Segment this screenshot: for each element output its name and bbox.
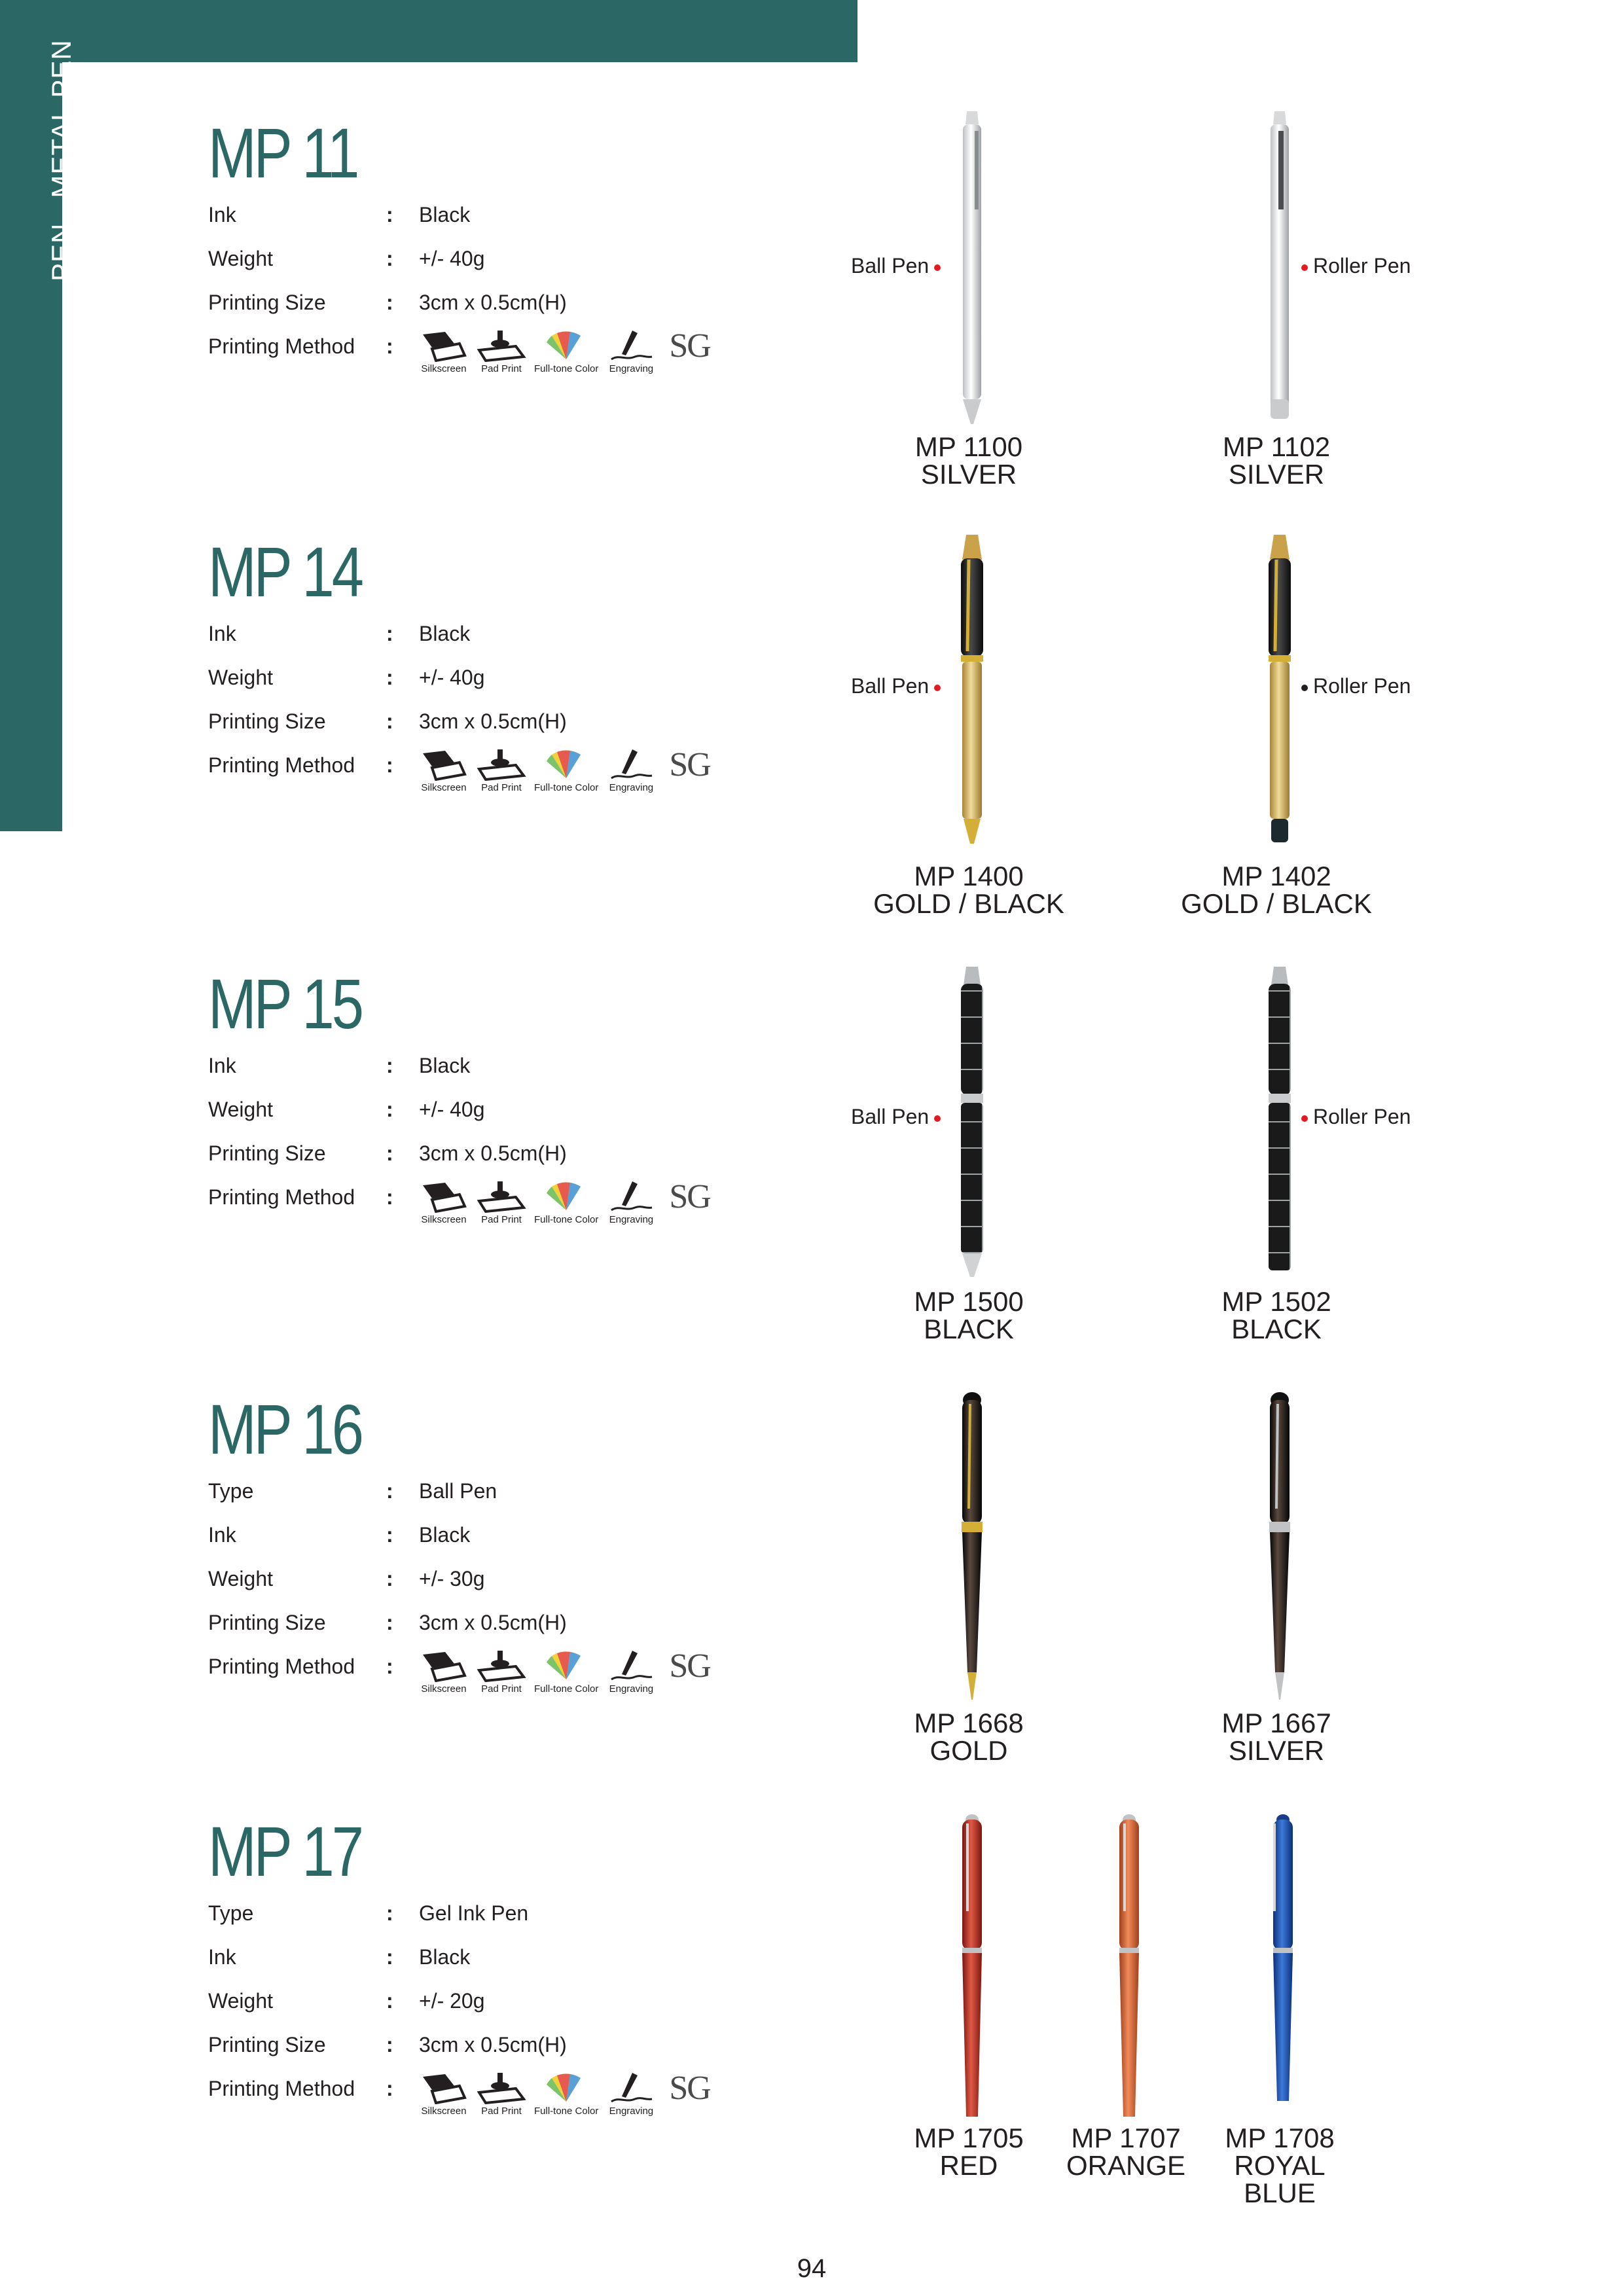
method-label: Full-tone Color (534, 1683, 599, 1695)
product-section-mp15 (208, 964, 863, 1229)
product-section-mp16 (208, 1390, 863, 1698)
spec-row-weight (208, 247, 863, 291)
pen-code: MP 1707 (1071, 2123, 1181, 2153)
method-label: Engraving (609, 363, 654, 374)
method-label: Engraving (609, 1214, 654, 1225)
spec-colon: : (386, 291, 393, 314)
pen-image-mp1667 (1257, 1391, 1303, 1705)
printing-method-icons (419, 2072, 710, 2117)
engraving-method (606, 748, 656, 793)
spec-row-type (208, 1479, 863, 1523)
spec-value: Ball Pen (419, 1479, 497, 1503)
category-label: PEN . METAL PEN (46, 39, 77, 281)
pen-image-mp1400 (949, 533, 995, 848)
pen-caption-mp1400 (851, 863, 1087, 918)
spec-label: Type (208, 1901, 254, 1925)
engraving-method (606, 1180, 656, 1225)
spec-row-weight (208, 1098, 863, 1141)
spec-label: Weight (208, 1098, 274, 1121)
pen-code: MP 1667 (1221, 1708, 1331, 1738)
spec-value: 3cm x 0.5cm(H) (419, 1611, 567, 1634)
spec-colon: : (386, 1655, 393, 1678)
sg-mark: SG (669, 1178, 710, 1215)
roller-pen-tag (1296, 1105, 1411, 1129)
silkscreen-method (419, 748, 469, 793)
pen-code: MP 1668 (914, 1708, 1024, 1738)
sg-mark: SG (669, 746, 710, 783)
spec-row-printing-size (208, 2033, 863, 2077)
model-title: MP 15 (208, 964, 361, 1043)
spec-label: Printing Size (208, 709, 326, 733)
pen-color: GOLD / BLACK (873, 888, 1064, 919)
pen-image-mp1708 (1260, 1813, 1306, 2121)
spec-label: Weight (208, 1567, 274, 1590)
spec-colon: : (386, 1989, 393, 2013)
spec-label: Printing Method (208, 753, 355, 777)
spec-value: +/- 20g (419, 1989, 485, 2013)
sg-mark: SG (669, 1647, 710, 1685)
silkscreen-icon (419, 1180, 469, 1213)
spec-row-printing-size (208, 291, 863, 334)
silkscreen-method (419, 2072, 469, 2117)
pen-color: SILVER (920, 459, 1017, 490)
engraving-icon (606, 748, 656, 781)
model-title: MP 16 (208, 1390, 361, 1469)
model-title: MP 17 (208, 1812, 361, 1891)
spec-label: Ink (208, 622, 236, 645)
pen-caption-mp1708 (1162, 2125, 1398, 2207)
pen-color: ORANGE (1066, 2150, 1186, 2181)
model-title: MP 14 (208, 532, 361, 611)
pen-caption-mp1668 (851, 1710, 1087, 1765)
pen-caption-mp1402 (1159, 863, 1394, 918)
spec-colon: : (386, 334, 393, 358)
spec-value: Black (419, 1054, 471, 1077)
silkscreen-method (419, 1649, 469, 1695)
top-header-bar (0, 0, 857, 62)
spec-label: Ink (208, 1523, 236, 1547)
spec-label: Printing Method (208, 1185, 355, 1209)
product-section-mp14 (208, 532, 863, 797)
spec-row-ink (208, 622, 863, 666)
spec-label: Printing Size (208, 1611, 326, 1634)
method-label: Silkscreen (421, 782, 467, 793)
ball-pen-tag (851, 674, 946, 698)
pad-print-icon (477, 329, 526, 362)
spec-value: +/- 40g (419, 1098, 485, 1121)
spec-colon: : (386, 1185, 393, 1209)
pen-color-line: BLUE (1244, 2178, 1316, 2208)
pen-caption-mp1667 (1159, 1710, 1394, 1765)
pen-code: MP 1705 (914, 2123, 1024, 2153)
pen-caption-mp1102 (1159, 433, 1394, 488)
method-label: Pad Print (481, 782, 522, 793)
spec-value: 3cm x 0.5cm(H) (419, 1141, 567, 1165)
pen-code: MP 1400 (914, 861, 1024, 891)
pad-print-icon (477, 1180, 526, 1213)
spec-value: +/- 40g (419, 666, 485, 689)
pen-image-mp1707 (1106, 1813, 1152, 2121)
spec-value: 3cm x 0.5cm(H) (419, 709, 567, 733)
silkscreen-method (419, 1180, 469, 1225)
pen-color: RED (939, 2150, 998, 2181)
pen-color: BLACK (1231, 1314, 1322, 1344)
silkscreen-icon (419, 748, 469, 781)
method-label: Engraving (609, 782, 654, 793)
pad-print-icon (477, 1649, 526, 1682)
spec-label: Ink (208, 203, 236, 226)
spec-row-printing-method (208, 1178, 863, 1229)
bullet-dot (934, 685, 941, 691)
spec-colon: : (386, 1479, 393, 1503)
spec-row-printing-method (208, 746, 863, 797)
pen-caption-mp1100 (851, 433, 1087, 488)
model-title: MP 11 (208, 113, 357, 192)
pen-image-mp1102 (1260, 111, 1299, 425)
spec-row-printing-size (208, 1611, 863, 1655)
engraving-icon (606, 329, 656, 362)
side-category-tab (0, 0, 77, 831)
spec-value: Black (419, 1523, 471, 1547)
pad-print-method (477, 2072, 526, 2117)
ball-pen-tag (851, 254, 946, 278)
pen-code: MP 1502 (1221, 1286, 1331, 1317)
tag-label: Ball Pen (851, 1105, 929, 1128)
spec-colon: : (386, 2077, 393, 2100)
spec-label: Printing Method (208, 2077, 355, 2100)
spec-row-printing-method (208, 2070, 863, 2121)
spec-row-ink (208, 1054, 863, 1098)
spec-colon: : (386, 1567, 393, 1590)
pen-color-line: ROYAL (1234, 2150, 1326, 2181)
pad-print-method (477, 1180, 526, 1225)
pen-color: GOLD (929, 1735, 1008, 1766)
pad-print-method (477, 329, 526, 374)
spec-row-printing-method (208, 327, 863, 378)
pen-color: SILVER (1228, 1735, 1325, 1766)
spec-colon: : (386, 1098, 393, 1121)
method-label: Engraving (609, 2106, 654, 2117)
pen-image-mp1500 (949, 965, 995, 1280)
roller-pen-tag (1296, 674, 1411, 698)
color-fan-icon (541, 1649, 591, 1682)
engraving-icon (606, 1180, 656, 1213)
method-label: Pad Print (481, 2106, 522, 2117)
spec-value: Black (419, 1945, 471, 1969)
printing-method-icons (419, 1180, 710, 1225)
pen-code: MP 1102 (1222, 431, 1331, 462)
method-label: Silkscreen (421, 2106, 467, 2117)
engraving-icon (606, 2072, 656, 2104)
spec-value: Black (419, 203, 471, 226)
spec-colon: : (386, 666, 393, 689)
tag-label: Ball Pen (851, 674, 929, 698)
spec-value: Gel Ink Pen (419, 1901, 529, 1925)
pad-print-icon (477, 748, 526, 781)
pen-color: GOLD / BLACK (1181, 888, 1372, 919)
color-fan-icon (541, 748, 591, 781)
spec-value: 3cm x 0.5cm(H) (419, 2033, 567, 2056)
spec-value: +/- 30g (419, 1567, 485, 1590)
pen-color: SILVER (1228, 459, 1325, 490)
spec-colon: : (386, 753, 393, 777)
spec-label: Printing Size (208, 291, 326, 314)
spec-colon: : (386, 1901, 393, 1925)
engraving-method (606, 2072, 656, 2117)
engraving-method (606, 329, 656, 374)
spec-row-ink (208, 1523, 863, 1567)
spec-label: Printing Method (208, 334, 355, 358)
color-fan-icon (541, 1180, 591, 1213)
spec-label: Printing Size (208, 2033, 326, 2056)
spec-row-ink (208, 203, 863, 247)
color-fan-icon (541, 329, 591, 362)
ball-pen-tag (851, 1105, 946, 1129)
pen-image-mp1668 (949, 1391, 995, 1705)
spec-colon: : (386, 1054, 393, 1077)
pen-color: BLACK (924, 1314, 1014, 1344)
tag-label: Roller Pen (1313, 1105, 1411, 1128)
pad-print-icon (477, 2072, 526, 2104)
sg-mark: SG (669, 2070, 710, 2107)
spec-row-printing-method (208, 1647, 863, 1698)
spec-row-type (208, 1901, 863, 1945)
spec-row-weight (208, 1567, 863, 1611)
spec-colon: : (386, 2033, 393, 2056)
spec-colon: : (386, 1523, 393, 1547)
pen-code: MP 1708 (1225, 2123, 1335, 2153)
spec-colon: : (386, 709, 393, 733)
product-section-mp17 (208, 1812, 863, 2121)
pen-image-mp1100 (952, 111, 992, 425)
spec-colon: : (386, 1611, 393, 1634)
spec-label: Printing Method (208, 1655, 355, 1678)
pen-code: MP 1100 (914, 431, 1023, 462)
pen-image-mp1705 (949, 1813, 995, 2121)
bullet-dot (1301, 685, 1308, 691)
pad-print-method (477, 1649, 526, 1695)
method-label: Silkscreen (421, 363, 467, 374)
product-section-mp11 (208, 113, 863, 378)
full-tone-color-method (534, 329, 598, 374)
roller-pen-tag (1296, 254, 1411, 278)
full-tone-color-method (534, 1649, 598, 1695)
tag-label: Roller Pen (1313, 254, 1411, 278)
spec-label: Weight (208, 247, 274, 270)
silkscreen-icon (419, 329, 469, 362)
spec-value: 3cm x 0.5cm(H) (419, 291, 567, 314)
full-tone-color-method (534, 1180, 598, 1225)
sg-mark: SG (669, 327, 710, 365)
method-label: Pad Print (481, 363, 522, 374)
spec-label: Weight (208, 1989, 274, 2013)
silkscreen-method (419, 329, 469, 374)
engraving-icon (606, 1649, 656, 1682)
pen-code: MP 1500 (914, 1286, 1024, 1317)
spec-colon: : (386, 622, 393, 645)
method-label: Silkscreen (421, 1214, 467, 1225)
tag-label: Ball Pen (851, 254, 929, 278)
tag-label: Roller Pen (1313, 674, 1411, 698)
bullet-dot (934, 264, 941, 271)
printing-method-icons (419, 748, 710, 793)
pen-code: MP 1402 (1221, 861, 1331, 891)
spec-row-weight (208, 666, 863, 709)
bullet-dot (934, 1115, 941, 1122)
spec-value: Black (419, 622, 471, 645)
printing-method-icons (419, 329, 710, 374)
color-fan-icon (541, 2072, 591, 2104)
spec-label: Ink (208, 1945, 236, 1969)
silkscreen-icon (419, 1649, 469, 1682)
spec-colon: : (386, 203, 393, 226)
bullet-dot (1301, 1115, 1308, 1122)
engraving-method (606, 1649, 656, 1695)
spec-value: +/- 40g (419, 247, 485, 270)
spec-row-ink (208, 1945, 863, 1989)
spec-row-printing-size (208, 1141, 863, 1185)
method-label: Pad Print (481, 1683, 522, 1695)
full-tone-color-method (534, 748, 598, 793)
method-label: Full-tone Color (534, 363, 599, 374)
bullet-dot (1301, 264, 1308, 271)
spec-label: Ink (208, 1054, 236, 1077)
spec-row-printing-size (208, 709, 863, 753)
printing-method-icons (419, 1649, 710, 1695)
spec-colon: : (386, 1945, 393, 1969)
spec-label: Weight (208, 666, 274, 689)
full-tone-color-method (534, 2072, 598, 2117)
spec-colon: : (386, 247, 393, 270)
spec-row-weight (208, 1989, 863, 2033)
pen-caption-mp1500 (851, 1288, 1087, 1343)
method-label: Full-tone Color (534, 782, 599, 793)
pad-print-method (477, 748, 526, 793)
method-label: Engraving (609, 1683, 654, 1695)
silkscreen-icon (419, 2072, 469, 2104)
method-label: Full-tone Color (534, 1214, 599, 1225)
spec-colon: : (386, 1141, 393, 1165)
method-label: Pad Print (481, 1214, 522, 1225)
pen-caption-mp1502 (1159, 1288, 1394, 1343)
spec-label: Printing Size (208, 1141, 326, 1165)
page-number: 94 (797, 2254, 827, 2283)
spec-label: Type (208, 1479, 254, 1503)
method-label: Silkscreen (421, 1683, 467, 1695)
method-label: Full-tone Color (534, 2106, 599, 2117)
